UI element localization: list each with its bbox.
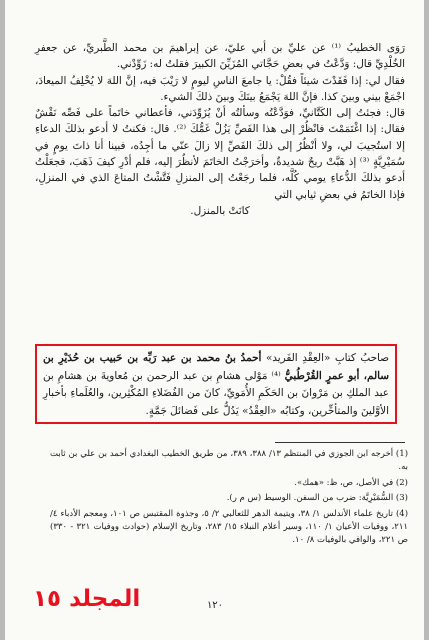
volume-label: المجلد ١٥ [33,586,141,612]
footnote: (3) السُّمَيْرِيَّة: ضرب من السفن. الوسيط (س م ر). [226,493,408,504]
paragraph: قال: فجئتُ إلى الكَتَّانيِّ، فوَدَّعْتُه وسألتُه أنْ يُزَوِّدَني، فأعطاني خاتَماً على فَصِّه نَقْشٌ فقال: إذا اغْتَمَمْتَ فانْظُرْ إلى هذا الفَصِّ يَزُلْ غَمُّكَ ⁽²⁾. قال: فكنتُ لا أدعو بذلكَ الدعاءِ إلا استُجيبَ لي، ولا أنْظُرُ إلى ذلكَ الفَصِّ إلا زالَ عنّي ما أجِدُه، فبينا أنا ذاتَ يومٍ في سُمَيْرِيَّةٍ ⁽³⁾ إذ هَبَّتْ ريحٌ شديدةٌ، وأخرَجْتُ الخاتَمَ لأنظُرَ إليه، فلم أدْرِ كيفَ ذَهَبَ، فجعَلْتُ أدعو بذلكَ الدُّعاءِ يومي كُلَّه، فلما رجَعْتُ إلى المنزلِ فَتَّشْتُ المتاعَ الذي في المنزلِ، فإذا الخاتَمُ في بعضِ ثيابي التي [35,107,405,201]
paragraph: رَوَى الخطيبُ ⁽¹⁾ عن عليِّ بن أبي عليّ، عن إبراهيمَ بن محمد الطَّبريِّ، عن جعفرِ الخُلْدِيِّ قال: وَدَّعْتُ في بعضِ حَجَّاتي المُزَيِّنَ الكبيرَ فقلتُ له: زَوِّدْني. [35,42,405,71]
biography-lead: صاحبُ كتابِ «العِقْدِ الفَريد» [261,352,390,364]
footnotes [50,448,408,550]
footnote: (2) في الأصل، ص، ظ: «همك». [294,477,408,488]
biography-name: أحمدُ بنُ محمد بن عبد رَبِّه بن حَبيب بن حُدَيْرِ بن سالم، أبو عمرٍ القُرْطُبيُّ [43,352,389,382]
footnote: (1) أخرجه ابن الجوزي في المنتظم ١٣/ ٣٨٨، ٣٨٩، من طريق الخطيب البغدادي أحمد بن علي بن ثابت به. [50,449,409,473]
paragraph-ending: كانَتْ بالمنزل. [190,204,250,217]
book-page [5,0,424,640]
paragraph: فقال لي: إذا فَقَدْتَ شيئاً فقُلْ: يا جامعَ الناسِ ليومٍ لا رَيْبَ فيه، إنَّ اللهَ لا يُخْلِفُ الميعادَ، اجْمَعْ بيني وبينَ كذا. فإنَّ اللهَ يَجْمَعُ بينَكَ وبينَ ذلكَ الشيء. [35,74,405,103]
main-text [35,40,405,219]
footnote-divider [275,442,405,443]
highlighted-biography [35,344,397,424]
page-number: ١٢٠ [206,600,224,611]
footnote: (4) تاريخ علماء الأندلس ١/ ٣٨، ويتيمة الدهر للثعالبي ٢/ ٥، وجذوة المقتبس ص ١٠١، ومعجم الأدباء ٤/ ٢١١، ووفيات الأعيان ١/ ١١٠، وسير أعلام النبلاء ١٥/ ٢٨٣، وتاريخ الإسلام (حوادث ووفيات ٣٢١ - ٣٣٠) ص ٢٢١، والوافي بالوفيات ٨/ ١٠. [50,508,409,546]
biography-text: ⁽⁴⁾ مَوْلى هشامِ بن عبد الرحمن بن مُعاويةَ بن هشامِ بن عبد الملكِ بن مَرْوانَ بن الحَكَمِ الأُمَويِّ، كانَ من الفُضَلاءِ المُكْثِرين، والعُلَماءِ بأخبارِ الأوَّلينَ والمتأخِّرين، وكتابُه «العِقْدُ» يَدُلُّ على فَضائلَ جَمَّةٍ. [43,369,389,417]
